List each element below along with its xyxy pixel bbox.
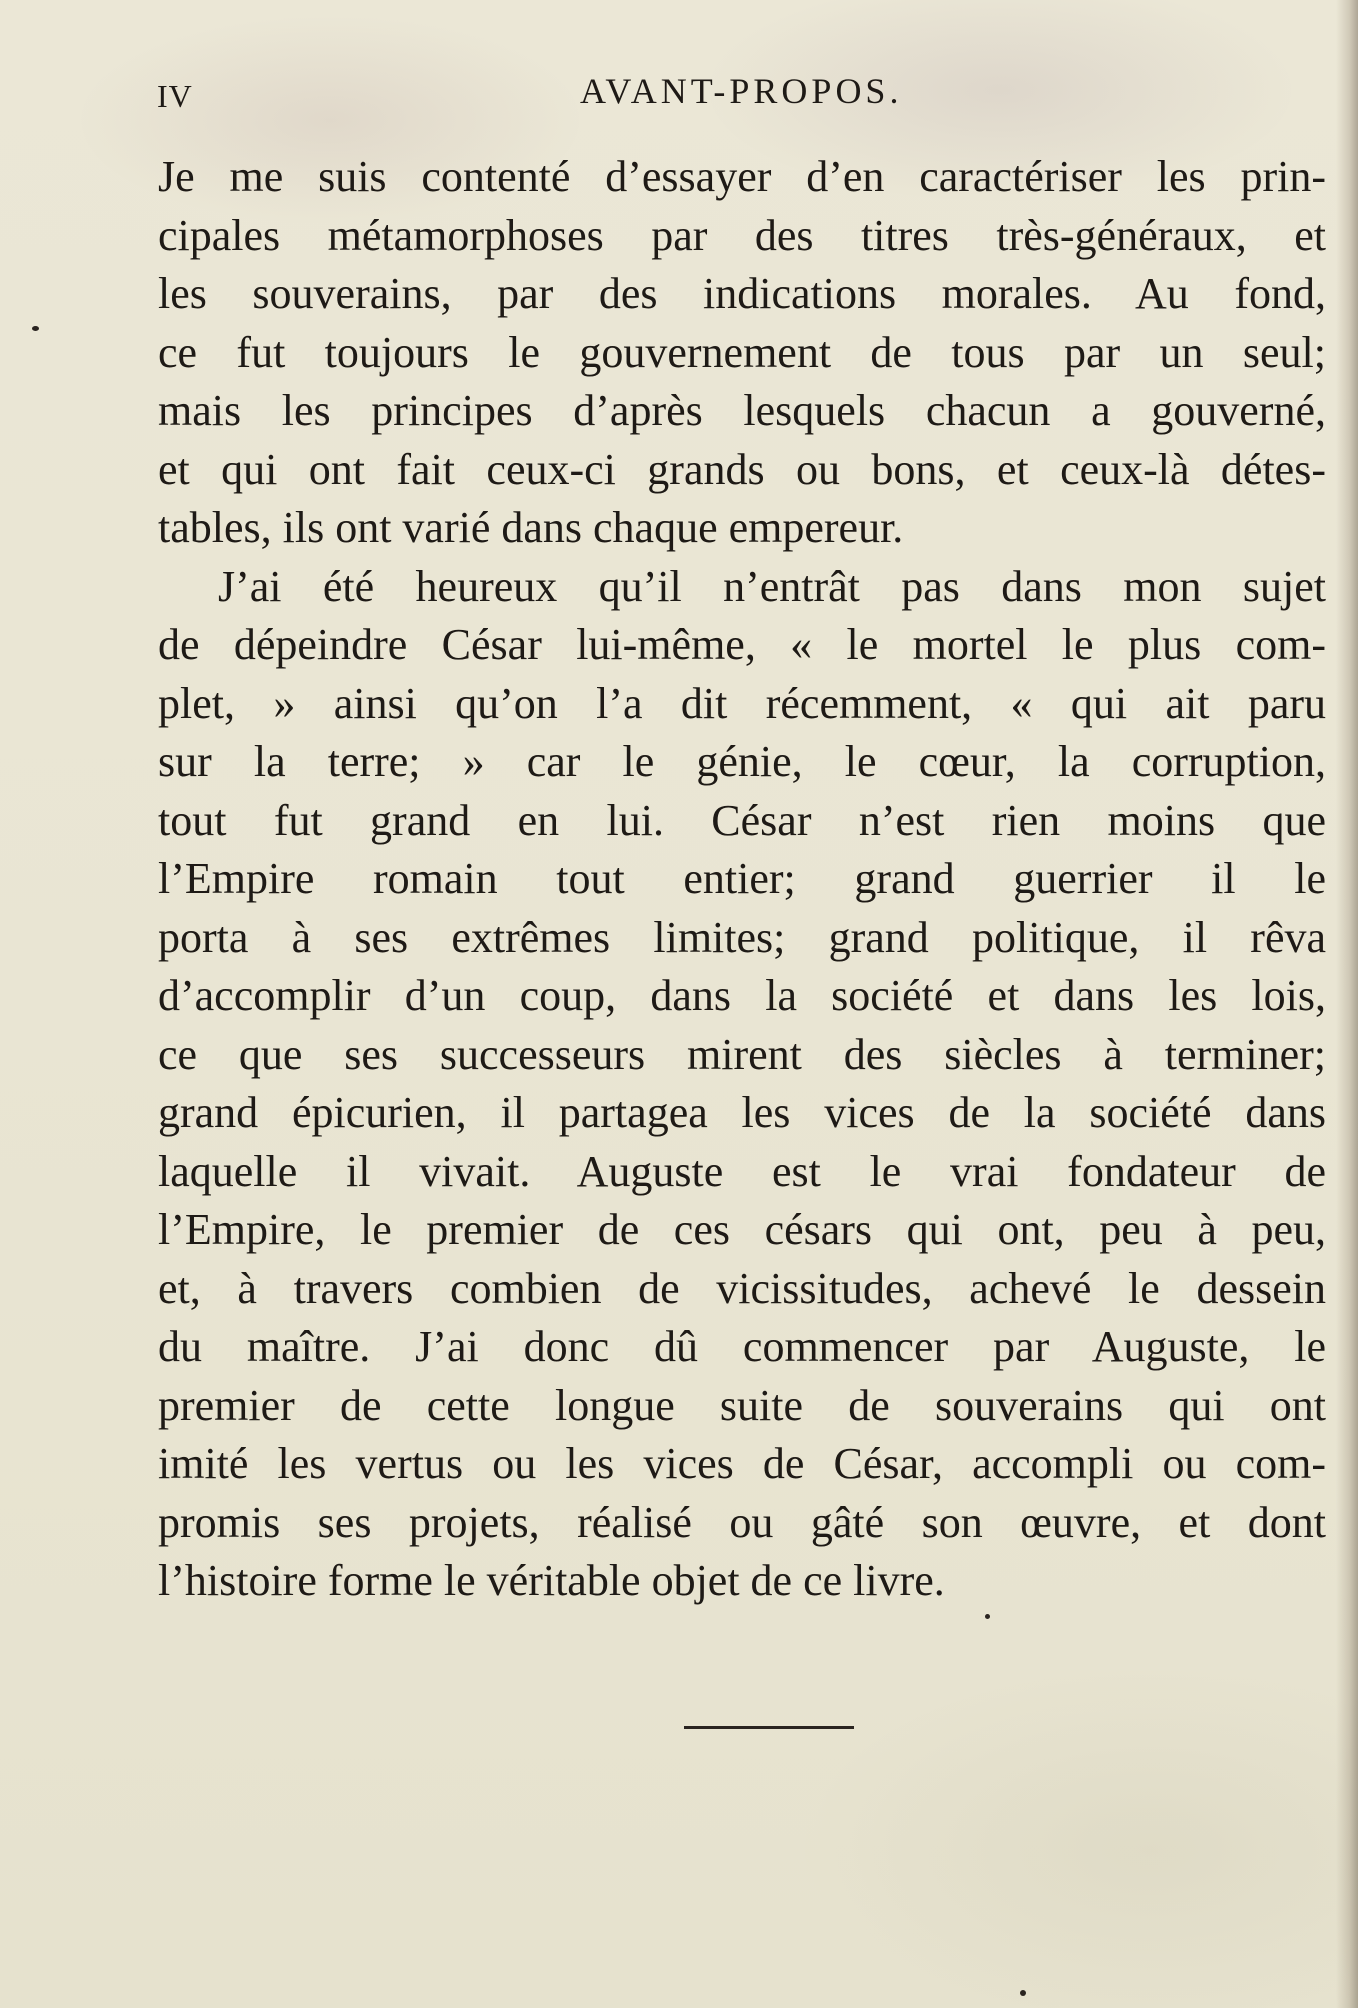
- text-line: promis ses projets, réalisé ou gâté son œuvre, et dont: [158, 1497, 1326, 1547]
- text-line: tout fut grand en lui. César n’est rien moins que: [158, 795, 1326, 845]
- paragraph-1: [158, 148, 1326, 558]
- running-title: AVANT-PROPOS.: [580, 71, 903, 111]
- text-line: l’Empire, le premier de ces césars qui ont, peu à peu,: [158, 1205, 1326, 1254]
- ink-speck: [1020, 1990, 1026, 1996]
- text-line: premier de cette longue suite de souverains qui ont: [158, 1380, 1326, 1430]
- page-number: IV: [157, 78, 193, 114]
- text-line: laquelle il vivait. Auguste est le vrai fondateur de: [158, 1146, 1326, 1196]
- text-line: tables, ils ont varié dans chaque empereur.: [158, 503, 904, 552]
- text-line: l’histoire forme le véritable objet de ce livre.: [158, 1556, 945, 1605]
- text-line: Je me suis contenté d’essayer d’en caractériser les prin-: [158, 152, 1326, 201]
- text-line: de dépeindre César lui-même, « le mortel le plus com-: [158, 620, 1326, 669]
- text-line: d’accomplir d’un coup, dans la société et dans les lois,: [158, 971, 1326, 1020]
- text-line: porta à ses extrêmes limites; grand politique, il rêva: [158, 912, 1326, 962]
- ink-speck: [32, 326, 39, 331]
- text-line: mais les principes d’après lesquels chacun a gouverné,: [158, 386, 1326, 435]
- ink-speck: [985, 1614, 990, 1619]
- text-line: l’Empire romain tout entier; grand guerrier il le: [158, 854, 1326, 903]
- text-line: imité les vertus ou les vices de César, accompli ou com-: [158, 1439, 1326, 1488]
- text-line: et, à travers combien de vicissitudes, achevé le dessein: [158, 1263, 1326, 1313]
- text-line: plet, » ainsi qu’on l’a dit récemment, « qui ait paru: [158, 678, 1326, 728]
- paragraph-2: [158, 558, 1326, 1611]
- page-header: [0, 70, 1358, 120]
- text-line: grand épicurien, il partagea les vices de la société dans: [158, 1088, 1326, 1137]
- body-text: [158, 148, 1326, 1611]
- text-line: ce que ses successeurs mirent des siècles à terminer;: [158, 1029, 1326, 1079]
- section-end-rule: [684, 1726, 854, 1729]
- text-line: ce fut toujours le gouvernement de tous par un seul;: [158, 327, 1326, 377]
- text-line: les souverains, par des indications morales. Au fond,: [158, 269, 1326, 318]
- text-line: du maître. J’ai donc dû commencer par Auguste, le: [158, 1322, 1326, 1371]
- text-line: cipales métamorphoses par des titres très-généraux, et: [158, 210, 1326, 260]
- text-line: sur la terre; » car le génie, le cœur, la corruption,: [158, 737, 1326, 786]
- text-line: et qui ont fait ceux-ci grands ou bons, et ceux-là détes-: [158, 444, 1326, 494]
- text-line: J’ai été heureux qu’il n’entrât pas dans mon sujet: [218, 561, 1326, 611]
- page-binding-shadow: [1336, 0, 1358, 2008]
